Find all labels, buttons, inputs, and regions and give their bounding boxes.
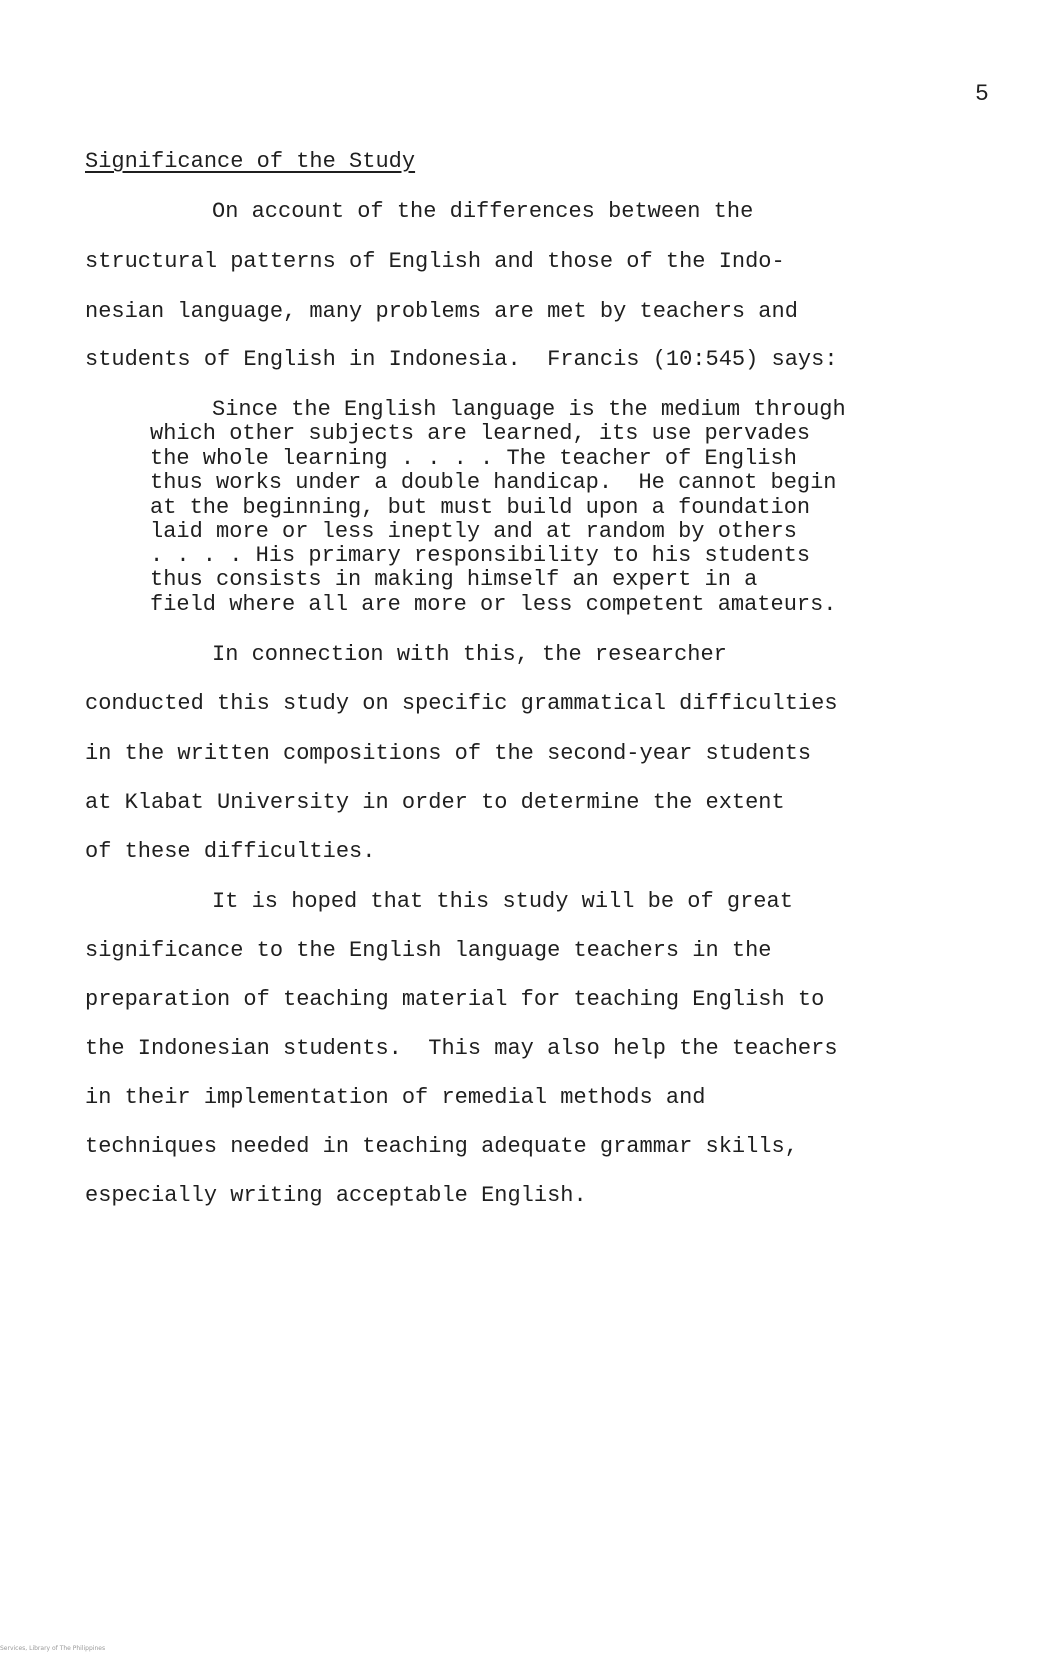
paragraph-3-line: significance to the English language teachers in the <box>85 938 772 963</box>
paragraph-2-line: at Klabat University in order to determine the extent <box>85 790 785 815</box>
paragraph-2-line: of these difficulties. <box>85 839 376 864</box>
paragraph-1-line: On account of the differences between the <box>212 199 754 224</box>
quote-line: Since the English language is the medium through <box>212 397 846 422</box>
paragraph-3-line: the Indonesian students. This may also help the teachers <box>85 1036 838 1061</box>
paragraph-3-line: It is hoped that this study will be of great <box>212 889 793 914</box>
quote-line: field where all are more or less competent amateurs. <box>150 592 837 617</box>
paragraph-2-line: In connection with this, the researcher <box>212 642 727 667</box>
paragraph-3-line: especially writing acceptable English. <box>85 1183 587 1208</box>
quote-line: laid more or less ineptly and at random by others <box>150 519 797 544</box>
paragraph-1-line: nesian language, many problems are met by teachers and <box>85 299 798 324</box>
quote-line: . . . . His primary responsibility to his students <box>150 543 811 568</box>
quote-line: the whole learning . . . . The teacher of English <box>150 446 797 471</box>
paragraph-1-line: structural patterns of English and those of the Indo- <box>85 249 785 274</box>
paragraph-3-line: preparation of teaching material for teaching English to <box>85 987 825 1012</box>
quote-line: which other subjects are learned, its use pervades <box>150 421 811 446</box>
footer-note: Services, Library of The Philippines <box>0 1645 106 1652</box>
paragraph-3-line: in their implementation of remedial methods and <box>85 1085 706 1110</box>
paragraph-3-line: techniques needed in teaching adequate grammar skills, <box>85 1134 798 1159</box>
quote-line: at the beginning, but must build upon a foundation <box>150 495 811 520</box>
section-heading: Significance of the Study <box>85 149 416 174</box>
paragraph-2-line: conducted this study on specific grammatical difficulties <box>85 691 838 716</box>
quote-line: thus consists in making himself an expert in a <box>150 567 758 592</box>
paragraph-2-line: in the written compositions of the second-year students <box>85 741 812 766</box>
paragraph-1-line: students of English in Indonesia. Francis (10:545) says: <box>85 347 838 372</box>
quote-line: thus works under a double handicap. He cannot begin <box>150 470 837 495</box>
page-number: 5 <box>975 81 989 107</box>
